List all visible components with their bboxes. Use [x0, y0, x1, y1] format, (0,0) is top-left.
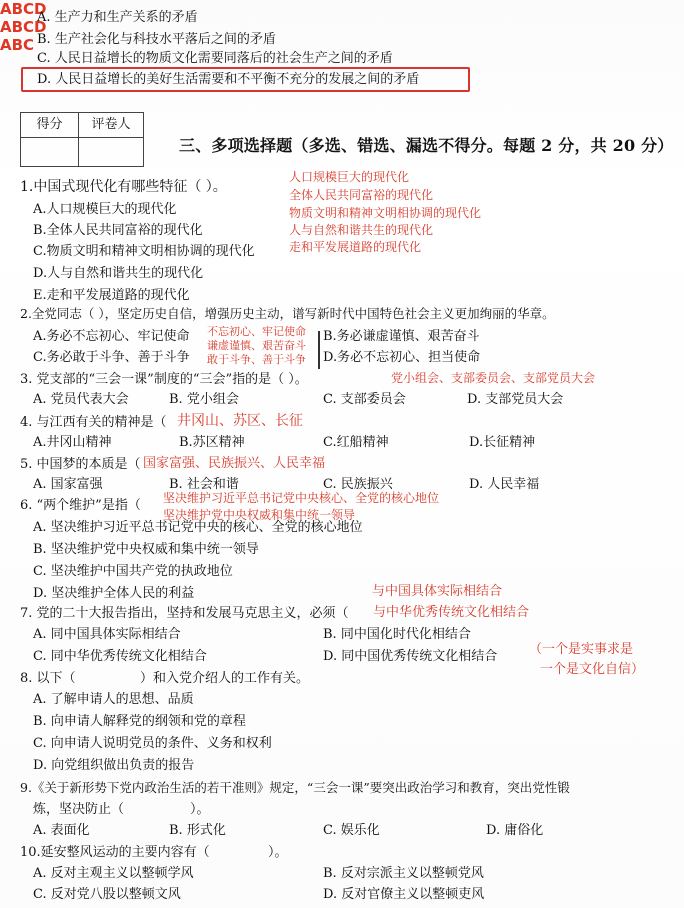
q1-option-b: B.全体人民共同富裕的现代化 [33, 223, 203, 238]
q2-option-b: B.务必谦虚谨慎、艰苦奋斗 [323, 329, 480, 344]
q7-stem: 7. 党的二十大报告指出，坚持和发展马克思主义，必须（ [20, 606, 349, 621]
q8-stem-suffix: ）和入党介绍人的工作有关。 [140, 671, 310, 686]
q1-option-c: C.物质文明和精神文明相协调的现代化 [33, 244, 255, 259]
q5-stem: 5. 中国梦的本质是（ [20, 457, 141, 472]
q3-option-b: B. 党小组会 [169, 392, 239, 407]
q1-option-d: D.人与自然和谐共生的现代化 [33, 266, 204, 281]
q4-option-a: A.井冈山精神 [33, 435, 112, 450]
score-table [20, 112, 144, 167]
section-title: 三、多项选择题（多选、错选、漏选不得分。每题 2 分，共 20 分） [179, 136, 674, 155]
q9-option-c: C. 娱乐化 [323, 823, 380, 838]
q6-stem: 6. “两个维护”是指（ [20, 498, 141, 513]
q9-option-a: A. 表面化 [33, 823, 90, 838]
q4-option-c: C.红船精神 [323, 435, 389, 450]
q10-option-a: A. 反对主观主义以整顿学风 [33, 866, 194, 881]
q3-stem: 3. 党支部的“三会一课”制度的“三会”指的是（ ）。 [20, 372, 308, 387]
q8-stem-prefix: 8. 以下（ [20, 671, 76, 686]
q2-bracket [318, 331, 320, 369]
q3-option-c: C. 支部委员会 [323, 392, 406, 407]
q2-answer-2: 谦虚谨慎、艰苦奋斗 [207, 339, 306, 352]
q4-stem: 4. 与江西有关的精神是（ [20, 415, 167, 430]
q2-option-a: A.务必不忘初心、牢记使命 [33, 329, 190, 344]
q10-option-c: C. 反对党八股以整顿文风 [33, 887, 181, 902]
q7-option-a: A. 同中国具体实际相结合 [33, 627, 181, 642]
q6-option-a: A. 坚决维护习近平总书记党中央的核心、全党的核心地位 [33, 520, 363, 535]
q2-option-c: C.务必敢于斗争、善于斗争 [33, 350, 190, 365]
q10-stem-suffix: ）。 [268, 845, 288, 860]
q6-option-b: B. 坚决维护党中央权威和集中统一领导 [33, 542, 259, 557]
q9-stem-line2-suffix: ）。 [190, 802, 210, 817]
q8-option-c: C. 向申请人说明党员的条件、义务和权利 [33, 736, 272, 751]
q1-option-a: A.人口规模巨大的现代化 [33, 202, 177, 217]
q5-option-c: C. 民族振兴 [323, 477, 393, 492]
q6-answer-1: 坚决维护习近平总书记党中央核心、全党的核心地位 [163, 491, 440, 505]
q9-stem-line1: 9.《关于新形势下党内政治生活的若干准则》规定，“三会一课”要突出政治学习和教育，突出党性锻 [20, 780, 570, 795]
q1-answer-3: 物质文明和精神文明相协调的现代化 [289, 206, 482, 220]
q9-option-d: D. 庸俗化 [486, 823, 544, 838]
q3-option-a: A. 党员代表大会 [33, 392, 129, 407]
prev-option-c: C. 人民日益增长的物质文化需要同落后的社会生产之间的矛盾 [37, 51, 393, 66]
q5-option-b: B. 社会和谐 [169, 477, 239, 492]
q10-option-b: B. 反对宗派主义以整顿党风 [323, 866, 484, 881]
q9-answer: ABCD [0, 18, 47, 36]
q3-option-d: D. 支部党员大会 [467, 392, 564, 407]
score-label: 得分 [36, 117, 63, 132]
q3-answer: 党小组会、支部委员会、支部党员大会 [391, 371, 596, 385]
q5-option-a: A. 国家富强 [33, 477, 103, 492]
q7-note-2: 一个是文化自信） [540, 662, 645, 677]
q8-option-d: D. 向党组织做出负责的报告 [33, 758, 195, 773]
q7-note-1: （一个是实事求是 [529, 642, 634, 657]
q4-option-b: B.苏区精神 [179, 435, 245, 450]
q1-answer-1: 人口规模巨大的现代化 [289, 170, 410, 184]
q7-answer-2: 与中华优秀传统文化相结合 [373, 605, 530, 620]
q1-answer-4: 人与自然和谐共生的现代化 [289, 223, 434, 237]
q2-stem: 2.全党同志（ ），坚定历史自信，增强历史主动，谱写新时代中国特色社会主义更加绚丽的华章。 [20, 306, 555, 321]
q7-answer-1: 与中国具体实际相结合 [372, 584, 503, 599]
q4-option-d: D.长征精神 [469, 435, 536, 450]
q7-option-b: B. 同中国化时代化相结合 [323, 627, 471, 642]
prev-option-d: D. 人民日益增长的美好生活需要和不平衡不充分的发展之间的矛盾 [37, 72, 420, 87]
q9-stem-line2-prefix: 炼，坚决防止（ [33, 802, 125, 817]
q6-option-c: C. 坚决维护中国共产党的执政地位 [33, 564, 233, 579]
q10-stem-prefix: 10.延安整风运动的主要内容有（ [20, 845, 210, 860]
q2-answer-1: 不忘初心、牢记使命 [207, 325, 306, 338]
q7-option-c: C. 同中华优秀传统文化相结合 [33, 649, 207, 664]
q2-answer-3: 敢于斗争、善于斗争 [207, 353, 306, 366]
q1-answer-5: 走和平发展道路的现代化 [289, 240, 422, 254]
q1-answer-2: 全体人民共同富裕的现代化 [289, 188, 434, 202]
q9-option-b: B. 形式化 [169, 823, 226, 838]
q8-option-b: B. 向申请人解释党的纲领和党的章程 [33, 714, 246, 729]
q5-option-d: D. 人民幸福 [469, 477, 540, 492]
q8-option-a: A. 了解申请人的思想、品质 [33, 692, 194, 707]
q2-option-d: D.务必不忘初心、担当使命 [323, 350, 481, 365]
table-divider [78, 113, 79, 166]
q5-answer: 国家富强、民族振兴、人民幸福 [143, 456, 326, 471]
q6-option-d: D. 坚决维护全体人民的利益 [33, 586, 195, 601]
grader-label: 评卷人 [91, 117, 131, 132]
q4-answer: 井冈山、苏区、长征 [177, 413, 303, 429]
prev-option-a: A. 生产力和生产关系的矛盾 [37, 10, 198, 25]
q7-option-d: D. 同中国优秀传统文化相结合 [323, 649, 498, 664]
table-header-line [21, 137, 143, 138]
prev-option-b: B. 生产社会化与科技水平落后之间的矛盾 [37, 32, 276, 47]
q10-answer: ABC [0, 36, 35, 54]
q1-option-e: E.走和平发展道路的现代化 [33, 288, 190, 303]
q6-answer-2: 坚决维护党中央权威和集中统一领导 [163, 508, 356, 522]
q10-option-d: D. 反对官僚主义以整顿吏风 [323, 887, 485, 902]
q1-stem: 1.中国式现代化有哪些特征（ ）。 [20, 179, 227, 195]
q8-answer: ABCD [0, 0, 47, 18]
